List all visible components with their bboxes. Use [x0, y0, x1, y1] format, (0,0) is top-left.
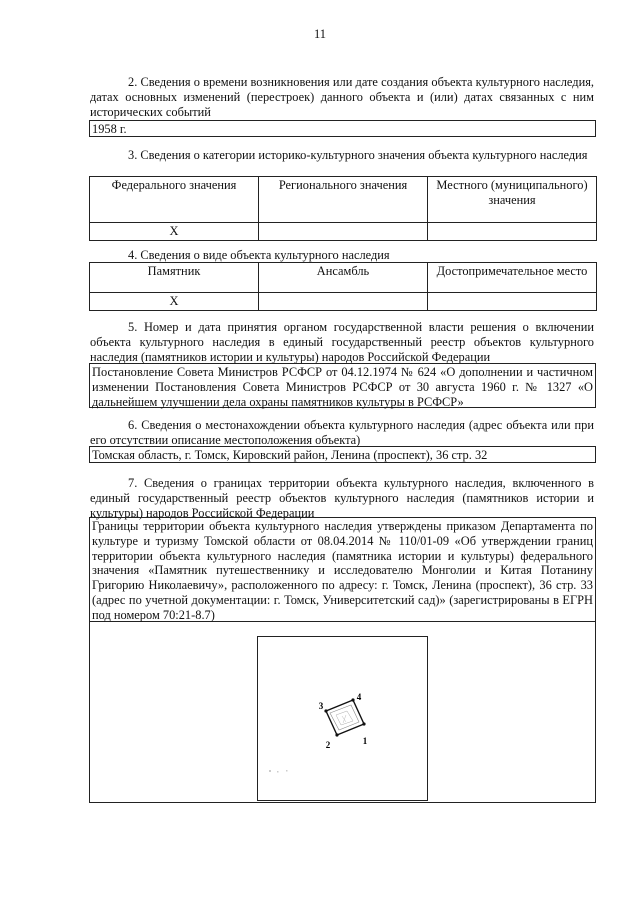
category-table [89, 176, 597, 241]
object-outline [330, 705, 359, 730]
col-federal: Федерального значения [90, 177, 259, 223]
section-7-value: Границы территории объекта культурного наследия утверждены приказом Департамента по культуре и туризму Томской области от 08.04.2014 № 110/01-09 «Об утверждении границ территории объекта культурного наследия (памятника истории и культуры) федерального значения «Памятник путешественнику и исследователю Монголии и Китая Потанину Григорию Николаевичу», расположенного по адресу: г. Томск, Ленина (проспект), 36 стр. 33 (адрес по учетной документации: г. Томск, Университетский сад)» (зарегистрированы в ЕГРН под номером 70:21-8.7) [89, 517, 596, 622]
point-label-2: 2 [325, 740, 331, 750]
boundary-point-2 [335, 733, 338, 736]
col-monument: Памятник [90, 263, 259, 293]
monument-footprint [336, 711, 353, 725]
mark-regional [259, 223, 428, 241]
section-4-heading: 4. Сведения о виде объекта культурного наследия [128, 248, 390, 262]
type-mark-row [90, 293, 597, 311]
type-header-row [90, 263, 597, 293]
col-landmark: Достопримечательное место [428, 263, 597, 293]
point-label-3: 3 [318, 701, 324, 711]
point-label-4: 4 [356, 692, 362, 702]
map-speck [269, 770, 271, 772]
boundary-map-svg [258, 637, 427, 800]
col-local: Местного (муниципального) значения [428, 177, 597, 223]
col-regional: Регионального значения [259, 177, 428, 223]
boundary-point-3 [324, 709, 327, 712]
category-mark-row [90, 223, 597, 241]
section-2-value: 1958 г. [89, 120, 596, 137]
section-7-heading: 7. Сведения о границах территории объекта культурного наследия, включенного в единый государственный реестр объектов культурного наследия (памятников истории и культуры) народов Российской Федерации [90, 476, 594, 520]
mark-ensemble [259, 293, 428, 311]
mark-monument: Х [90, 293, 259, 311]
point-label-1: 1 [362, 736, 368, 746]
map-speck [277, 771, 279, 773]
section-5-heading: 5. Номер и дата принятия органом государственной власти решения о включении объекта культурного наследия в единый государственный реестр объектов культурного наследия (памятников истории и культуры) народов Российской Федерации [90, 320, 594, 364]
boundary-point-1 [362, 722, 365, 725]
section-2-heading: 2. Сведения о времени возникновения или дате создания объекта культурного наследия, датах основных изменений (перестроек) данного объекта и (или) датах связанных с ним исторических событий [90, 75, 594, 119]
map-speck [286, 770, 288, 772]
boundary-map [257, 636, 428, 801]
col-ensemble: Ансамбль [259, 263, 428, 293]
object-type-table [89, 262, 597, 311]
section-5-value: Постановление Совета Министров РСФСР от 04.12.1974 № 624 «О дополнении и частичном изменении Постановления Совета Министров РСФСР от 30 августа 1960 г. № 1327 «О дальнейшем улучшении дела охраны памятников культуры в РСФСР» [89, 363, 596, 408]
page-number: 11 [313, 27, 327, 41]
footprint-hatch [343, 715, 346, 723]
section-6-heading: 6. Сведения о местонахождении объекта культурного наследия (адрес объекта или при его отсутствии описание местоположения объекта) [90, 418, 594, 447]
mark-local [428, 223, 597, 241]
mark-landmark [428, 293, 597, 311]
category-header-row [90, 177, 597, 223]
mark-federal: Х [90, 223, 259, 241]
section-6-value: Томская область, г. Томск, Кировский район, Ленина (проспект), 36 стр. 32 [89, 446, 596, 463]
section-3-heading: 3. Сведения о категории историко-культурного значения объекта культурного наследия [128, 148, 588, 162]
boundary-point-4 [351, 698, 354, 701]
